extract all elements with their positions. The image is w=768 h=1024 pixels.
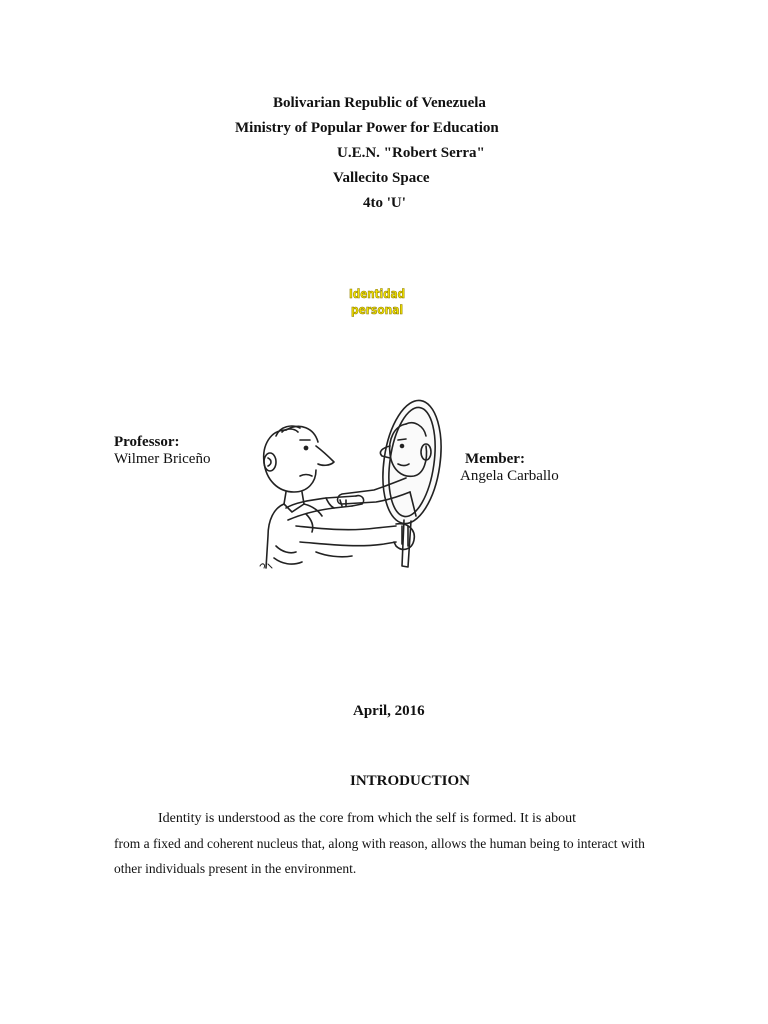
header-school: U.E.N. "Robert Serra" xyxy=(337,145,485,161)
date: April, 2016 xyxy=(353,703,425,719)
introduction-line-1: Identity is understood as the core from which the self is formed. It is about xyxy=(158,811,576,826)
header-ministry: Ministry of Popular Power for Education xyxy=(235,120,499,136)
member-name: Angela Carballo xyxy=(460,468,559,484)
header-grade: 4to 'U' xyxy=(363,195,406,211)
member-label: Member: xyxy=(465,451,525,467)
introduction-line-2: from a fixed and coherent nucleus that, along with reason, allows the human being to interact with xyxy=(114,836,645,851)
professor-label: Professor: xyxy=(114,434,180,450)
mirror-reflection-illustration xyxy=(256,396,452,574)
logo-word-1: Identidad xyxy=(349,287,405,301)
introduction-heading: INTRODUCTION xyxy=(350,773,471,789)
professor-name: Wilmer Briceño xyxy=(114,451,211,467)
header-country: Bolivarian Republic of Venezuela xyxy=(273,95,486,111)
identity-wordart-logo xyxy=(347,283,407,319)
introduction-line-3: other individuals present in the environment. xyxy=(114,861,357,876)
header-space: Vallecito Space xyxy=(333,170,430,186)
logo-word-2: personal xyxy=(351,303,403,317)
